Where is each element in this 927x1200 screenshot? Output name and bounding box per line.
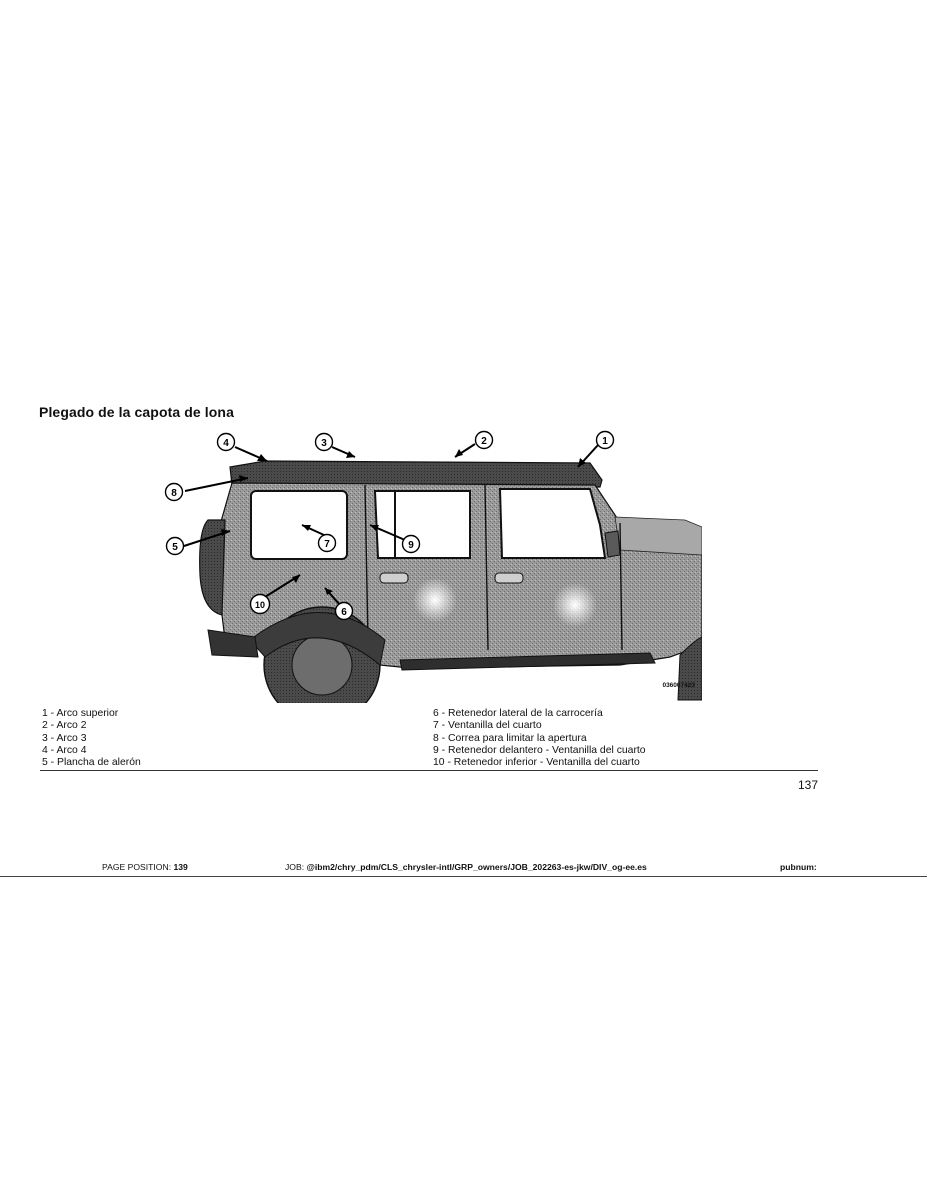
- svg-text:7: 7: [324, 539, 330, 550]
- footer-job-value: @ibm2/chry_pdm/CLS_chrysler-intl/GRP_owners/JOB_202263-es-jkw/DIV_og-ee.es: [306, 862, 647, 872]
- figure-code: 036007423: [662, 682, 695, 689]
- svg-text:2: 2: [481, 436, 487, 447]
- callout-1: [597, 432, 614, 449]
- legend-item: 2 - Arco 2: [42, 720, 87, 732]
- svg-text:9: 9: [408, 540, 414, 551]
- callout-3: [316, 434, 333, 451]
- callout-8: [166, 484, 183, 501]
- legend-item: 10 - Retenedor inferior - Ventanilla del cuarto: [433, 757, 640, 769]
- svg-text:3: 3: [321, 438, 327, 449]
- callout-4: [218, 434, 235, 451]
- footer-page-position: [102, 862, 188, 872]
- page-number: 137: [797, 778, 818, 792]
- callout-7: [319, 535, 336, 552]
- callout-9: [403, 536, 420, 553]
- svg-text:1: 1: [602, 436, 608, 447]
- svg-text:8: 8: [171, 488, 177, 499]
- callout-10: [251, 595, 270, 614]
- front-door-window-illustration: [500, 489, 605, 558]
- legend-item: 9 - Retenedor delantero - Ventanilla del cuarto: [433, 744, 646, 756]
- footer-position-label: PAGE POSITION:: [102, 862, 172, 872]
- jeep-soft-top-figure: [150, 425, 702, 703]
- footer-job-label: JOB:: [285, 862, 305, 872]
- hood: [615, 517, 702, 555]
- svg-text:4: 4: [223, 438, 229, 449]
- svg-text:5: 5: [172, 542, 178, 553]
- legend-item: 1 - Arco superior: [42, 708, 119, 719]
- legend-right: [433, 708, 646, 769]
- legend-left: [42, 708, 141, 769]
- callout-6: [336, 603, 353, 620]
- legend-item: 8 - Correa para limitar la apertura: [433, 732, 587, 744]
- legend-item: 5 - Plancha de alerón: [42, 757, 141, 769]
- legend-item: 3 - Arco 3: [42, 732, 87, 744]
- rear-door-window-illustration: [375, 491, 470, 558]
- footer-pubnum: [780, 862, 817, 872]
- legend-item: 7 - Ventanilla del cuarto: [433, 720, 542, 732]
- legend-item: 4 - Arco 4: [42, 744, 87, 756]
- callout-5: [167, 538, 184, 555]
- legend-item: 6 - Retenedor lateral de la carrocería: [433, 708, 603, 719]
- svg-text:10: 10: [254, 600, 266, 610]
- content-rule: [40, 770, 818, 771]
- footer-job: [285, 862, 647, 872]
- footer-pubnum-label: pubnum:: [780, 862, 817, 872]
- callout-2: [476, 432, 493, 449]
- section-title: Plegado de la capota de lona: [39, 404, 234, 420]
- svg-text:6: 6: [341, 607, 347, 618]
- footer-position-value: 139: [173, 862, 188, 872]
- footer-rule: [0, 876, 927, 877]
